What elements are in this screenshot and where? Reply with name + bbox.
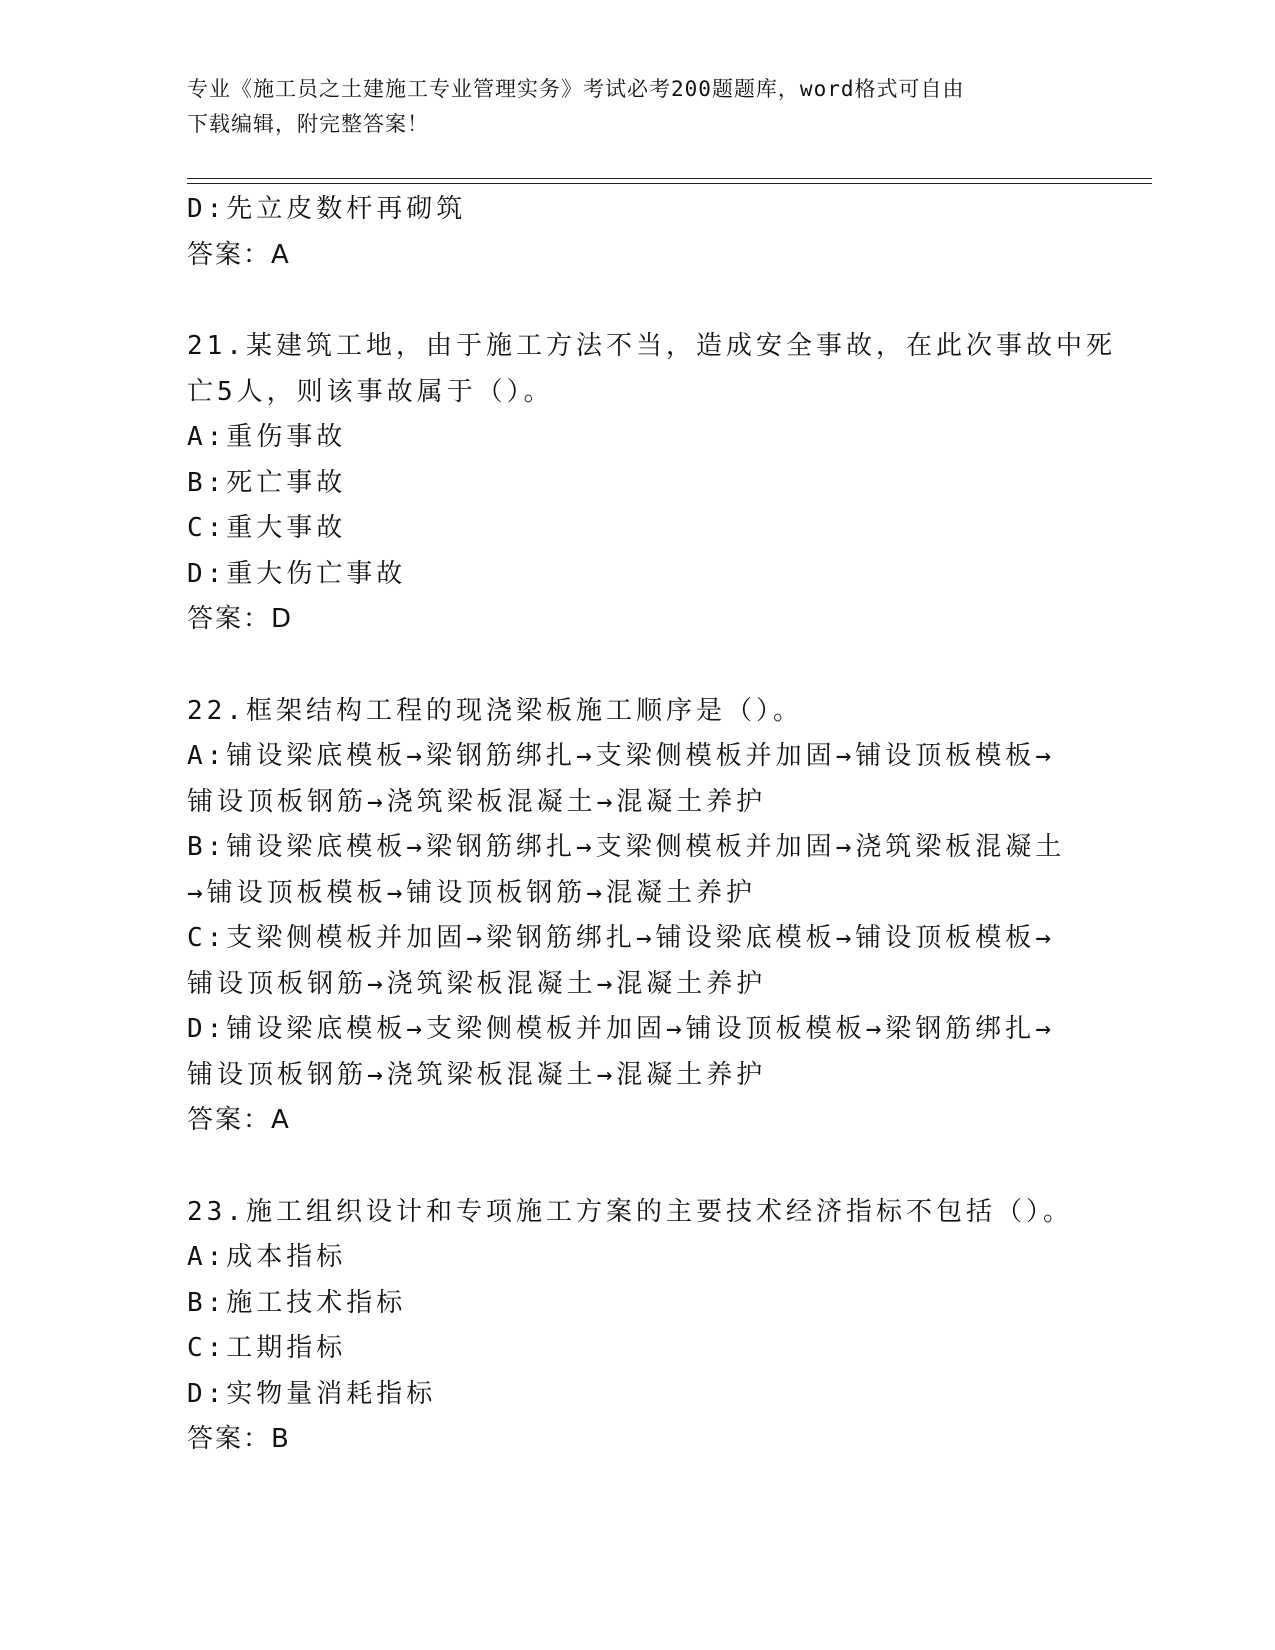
q22-option-a-line-1: A:铺设梁底模板→梁钢筋绑扎→支梁侧模板并加固→铺设顶板模板→ — [187, 741, 1055, 771]
q21-option-a: A:重伤事故 — [187, 422, 347, 452]
q21-option-b: B:死亡事故 — [187, 467, 347, 498]
q22-option-b-line-1: B:铺设梁底模板→梁钢筋绑扎→支梁侧模板并加固→浇筑梁板混凝土 — [187, 832, 1066, 862]
header-divider-top — [187, 178, 1152, 179]
question-23 — [187, 1190, 1087, 1463]
q21-answer: 答案：D — [187, 604, 294, 634]
question-content — [187, 187, 1116, 1463]
spacer — [187, 1144, 1087, 1190]
q20-option-d: D:先立皮数杆再砌筑 — [187, 194, 467, 224]
q22-answer: 答案：A — [187, 1105, 291, 1135]
q23-answer: 答案：B — [187, 1424, 291, 1454]
q22-option-d-line-1: D:铺设梁底模板→支梁侧模板并加固→铺设顶板模板→梁钢筋绑扎→ — [187, 1014, 1055, 1044]
page-header — [187, 72, 1067, 142]
q22-option-d-line-2: 铺设顶板钢筋→浇筑梁板混凝土→混凝土养护 — [187, 1059, 767, 1090]
q22-option-b-line-2: →铺设顶板模板→铺设顶板钢筋→混凝土养护 — [187, 877, 756, 908]
q22-option-c-line-2: 铺设顶板钢筋→浇筑梁板混凝土→混凝土养护 — [187, 968, 767, 999]
q21-stem-line-1: 21.某建筑工地，由于施工方法不当，造成安全事故，在此次事故中死 — [187, 331, 1116, 361]
header-line-1: 专业《施工员之土建施工专业管理实务》考试必考200题题库，word格式可自由 — [187, 77, 965, 101]
q23-stem: 23.施工组织设计和专项施工方案的主要技术经济指标不包括（）。 — [187, 1196, 1073, 1227]
q22-option-a-line-2: 铺设顶板钢筋→浇筑梁板混凝土→混凝土养护 — [187, 786, 767, 817]
question-22 — [187, 689, 1087, 1144]
q22-option-c-line-1: C:支梁侧模板并加固→梁钢筋绑扎→铺设梁底模板→铺设顶板模板→ — [187, 923, 1055, 953]
header-line-2: 下载编辑，附完整答案！ — [187, 112, 429, 136]
q21-stem-line-2: 亡5人，则该事故属于（）。 — [187, 376, 554, 407]
q21-option-d: D:重大伤亡事故 — [187, 558, 407, 589]
spacer — [187, 278, 1087, 324]
question-20-tail — [187, 187, 1087, 278]
q23-option-d: D:实物量消耗指标 — [187, 1378, 437, 1409]
q22-stem: 22.框架结构工程的现浇梁板施工顺序是（）。 — [187, 695, 803, 726]
q21-option-c: C:重大事故 — [187, 513, 347, 543]
q23-option-b: B:施工技术指标 — [187, 1287, 407, 1318]
q20-answer: 答案：A — [187, 239, 291, 270]
header-divider-bottom — [187, 183, 1152, 184]
spacer — [187, 643, 1087, 689]
question-21 — [187, 324, 1116, 643]
q23-option-a: A:成本指标 — [187, 1242, 347, 1272]
q23-option-c: C:工期指标 — [187, 1333, 347, 1363]
